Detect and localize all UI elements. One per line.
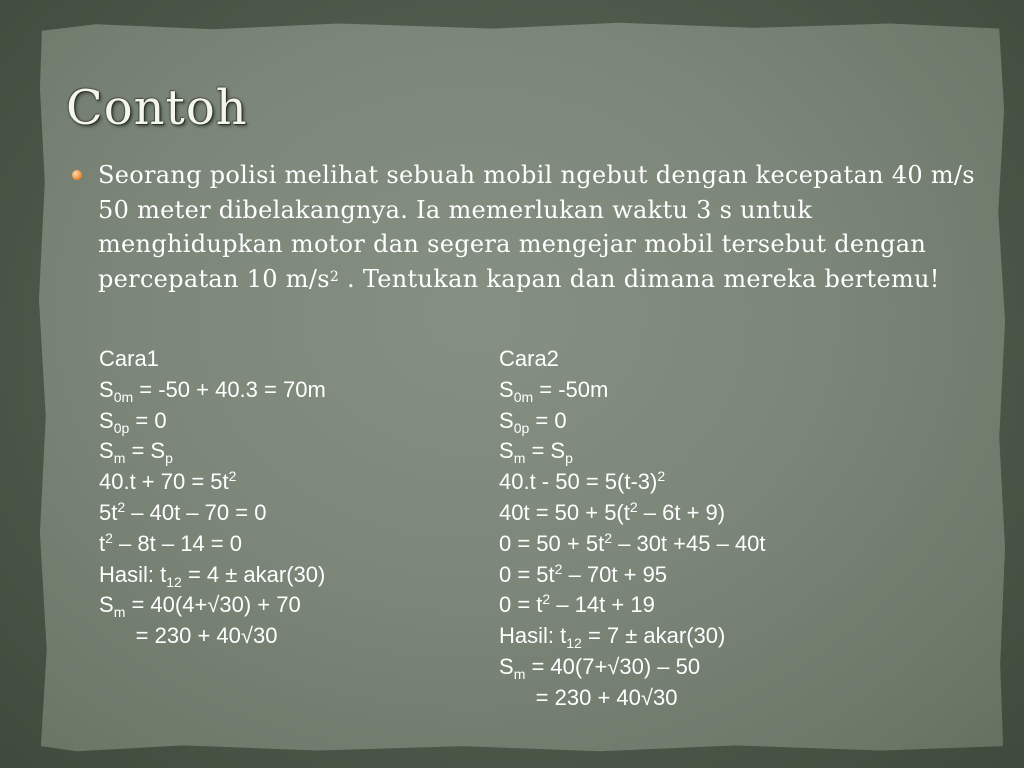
cara1-equation-line [99, 375, 326, 406]
cara2-equation-line [499, 467, 766, 498]
cara1-equation-line [99, 467, 326, 498]
cara1-equation-line [99, 590, 326, 621]
superscript: 2 [542, 591, 551, 608]
superscript: 2 [604, 529, 612, 546]
subscript: m [113, 450, 126, 467]
problem-statement [98, 158, 978, 296]
cara2-equation-line [499, 406, 766, 437]
cara1-column [99, 344, 326, 652]
superscript: 2 [554, 560, 563, 577]
subscript: 0p [513, 419, 530, 436]
superscript: 2 [105, 529, 113, 546]
cara1-equation-line [99, 436, 326, 467]
cara2-equation-line [499, 529, 766, 560]
cara2-lines [499, 375, 766, 714]
problem-superscript: 2 [329, 268, 340, 285]
equation-text: = 40(4+√30) + 70 [125, 592, 301, 618]
subscript: 0m [513, 388, 534, 405]
equation-text: = 0 [129, 407, 167, 433]
cara2-equation-line [499, 683, 766, 714]
cara2-equation-line [499, 590, 766, 621]
problem-text-part2: . Tentukan kapan dan dimana mereka bertemu! [339, 264, 940, 293]
equation-text: – 14t + 19 [550, 592, 655, 618]
equation-text: = 230 + 40√30 [499, 684, 678, 710]
equation-text: t [99, 530, 106, 556]
cara2-equation-line [499, 436, 766, 467]
equation-text: – 30t +45 – 40t [612, 530, 766, 556]
cara1-lines [99, 375, 326, 652]
cara1-equation-line [99, 621, 326, 652]
equation-text: = S [525, 438, 566, 464]
equation-text: 0 = 5t [499, 561, 555, 587]
cara1-equation-line [99, 406, 326, 437]
equation-text: 40.t + 70 = 5t [99, 469, 229, 495]
equation-text: S [99, 376, 114, 402]
equation-text: S [499, 407, 514, 433]
subscript: 12 [566, 635, 582, 652]
equation-text: S [99, 592, 114, 618]
subscript: 12 [166, 573, 182, 590]
equation-text: = -50 + 40.3 = 70m [133, 376, 326, 402]
equation-text: = 0 [529, 407, 567, 433]
subscript: m [513, 665, 526, 682]
equation-text: = 230 + 40√30 [99, 623, 278, 649]
equation-text: 40.t - 50 = 5(t-3) [499, 469, 658, 495]
bullet-dot-icon [72, 170, 82, 180]
equation-text: = 40(7+√30) – 50 [525, 653, 701, 679]
equation-text: = 7 ± akar(30) [581, 623, 726, 649]
equation-text: S [99, 407, 114, 433]
cara2-equation-line [499, 560, 766, 591]
subscript: p [565, 450, 573, 467]
equation-text: 0 = 50 + 5t [499, 530, 605, 556]
subscript: 0p [113, 419, 130, 436]
equation-text: – 40t – 70 = 0 [125, 499, 267, 525]
equation-text: – 8t – 14 = 0 [112, 530, 242, 556]
cara2-heading: Cara2 [499, 346, 559, 371]
equation-text: S [499, 376, 514, 402]
cara2-column [499, 344, 766, 714]
slide-title: Contoh [66, 80, 248, 136]
equation-text: 5t [99, 499, 118, 525]
subscript: m [513, 450, 526, 467]
cara1-equation-line [99, 529, 326, 560]
equation-text: S [499, 438, 514, 464]
equation-text: Hasil: t [499, 623, 567, 649]
cara1-equation-line [99, 560, 326, 591]
superscript: 2 [117, 498, 126, 515]
equation-text: – 6t + 9) [637, 499, 726, 525]
cara2-equation-line [499, 375, 766, 406]
superscript: 2 [629, 498, 638, 515]
subscript: m [113, 604, 126, 621]
equation-text: S [499, 653, 514, 679]
problem-text-part1: Seorang polisi melihat sebuah mobil ngebut dengan kecepatan 40 m/s 50 meter dibelakangnya. Ia memerlukan waktu 3 s untuk menghidupkan motor dan segera mengejar mobil tersebut dengan percepatan 10 m/s [98, 161, 975, 293]
cara2-equation-line [499, 498, 766, 529]
superscript: 2 [657, 468, 666, 485]
equation-text: S [99, 438, 114, 464]
equation-text: = S [125, 438, 166, 464]
equation-text: – 70t + 95 [562, 561, 668, 587]
equation-text: = -50m [533, 376, 609, 402]
cara1-heading: Cara1 [99, 346, 159, 371]
cara2-equation-line [499, 652, 766, 683]
subscript: p [165, 450, 173, 467]
cara1-equation-line [99, 498, 326, 529]
equation-text: = 4 ± akar(30) [181, 561, 326, 587]
equation-text: 0 = t [499, 592, 543, 618]
subscript: 0m [113, 388, 134, 405]
equation-text: Hasil: t [99, 561, 167, 587]
cara2-equation-line [499, 621, 766, 652]
superscript: 2 [228, 468, 237, 485]
equation-text: 40t = 50 + 5(t [499, 499, 630, 525]
